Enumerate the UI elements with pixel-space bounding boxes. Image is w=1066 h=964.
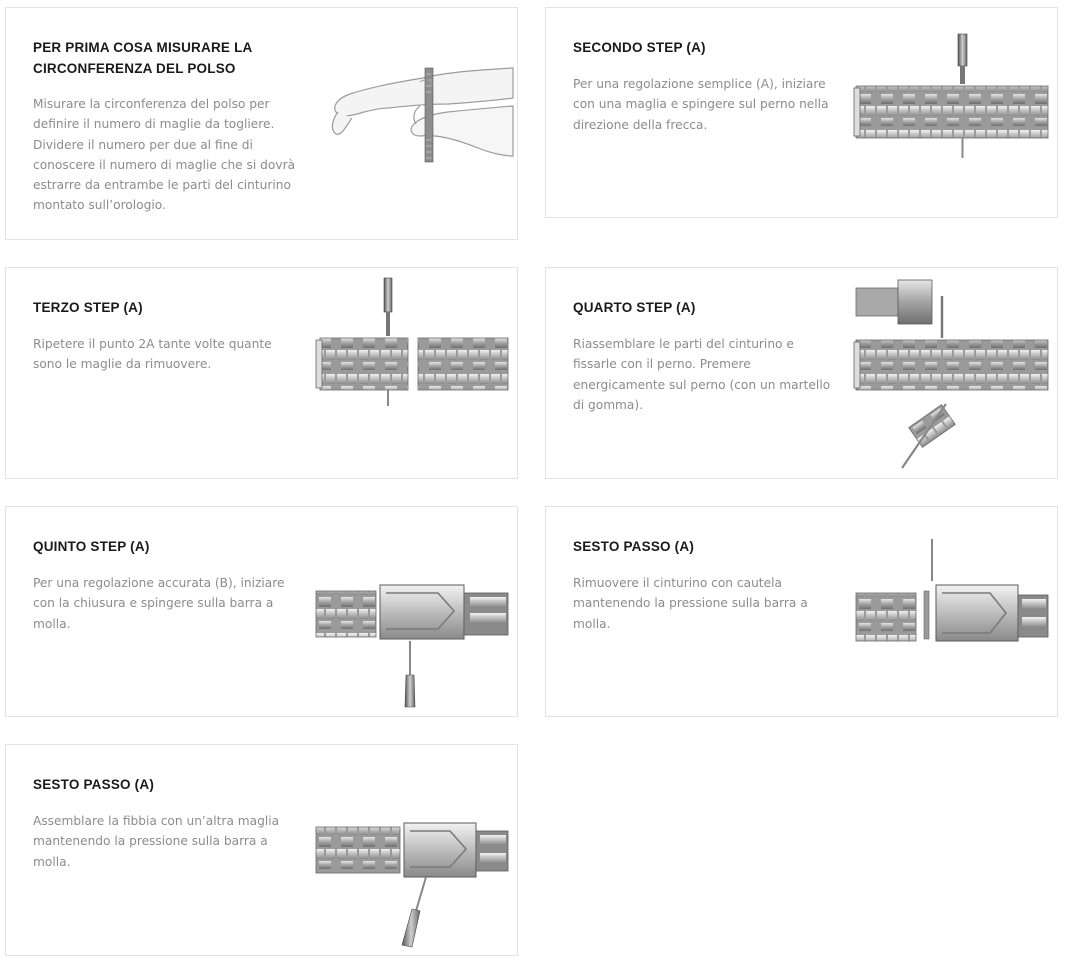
step-card-fourth <box>545 267 1058 479</box>
wrist-measuring-tape-illustration <box>328 60 513 164</box>
step-card-measure <box>5 7 518 240</box>
step-title: QUARTO STEP (A) <box>573 300 696 315</box>
step-card-third <box>5 267 518 479</box>
step-card-seventh <box>5 744 518 956</box>
step-description: Ripetere il punto 2A tante volte quante sono le maglie da rimuovere. <box>33 337 272 372</box>
step-title: PER PRIMA COSA MISURARE LA CIRCONFERENZA DEL POLSO <box>33 40 252 76</box>
step-title: QUINTO STEP (A) <box>33 539 150 554</box>
step-description: Riassemblare le parti del cinturino e fissarle con il perno. Premere energicamente sul perno (con un martello di gomma). <box>573 337 831 412</box>
step-card-second <box>545 7 1058 218</box>
bracelet-hammer-illustration <box>854 276 1050 470</box>
step-card-sixth <box>545 506 1058 717</box>
bracelet-link-removed-illustration <box>314 276 510 408</box>
step-card-fifth <box>5 506 518 717</box>
step-description: Rimuovere il cinturino con cautela mantenendo la pressione sulla barra a molla. <box>573 576 808 631</box>
step-title: SESTO PASSO (A) <box>573 539 695 554</box>
step-title: SESTO PASSO (A) <box>33 777 155 792</box>
step-title: SECONDO STEP (A) <box>573 40 706 55</box>
clasp-removal-illustration <box>854 537 1050 647</box>
step-description: Assemblare la fibbia con un’altra maglia mantenendo la pressione sulla barra a molla. <box>33 814 280 869</box>
bracelet-pin-push-illustration <box>854 32 1050 160</box>
step-description: Per una regolazione accurata (B), iniziare con la chiusura e spingere sulla barra a molla. <box>33 576 285 631</box>
step-description: Misurare la circonferenza del polso per definire il numero di maglie da togliere. Dividere il numero per due al fine di conoscere il numero di maglie che si dovrà estrarre da entrambe le parti del cinturino montato sull’orologio. <box>33 97 296 213</box>
clasp-assemble-illustration <box>314 823 510 951</box>
step-title: TERZO STEP (A) <box>33 300 143 315</box>
clasp-spring-bar-illustration <box>314 583 510 711</box>
step-description: Per una regolazione semplice (A), iniziare con una maglia e spingere sul perno nella direzione della frecca. <box>573 77 829 132</box>
